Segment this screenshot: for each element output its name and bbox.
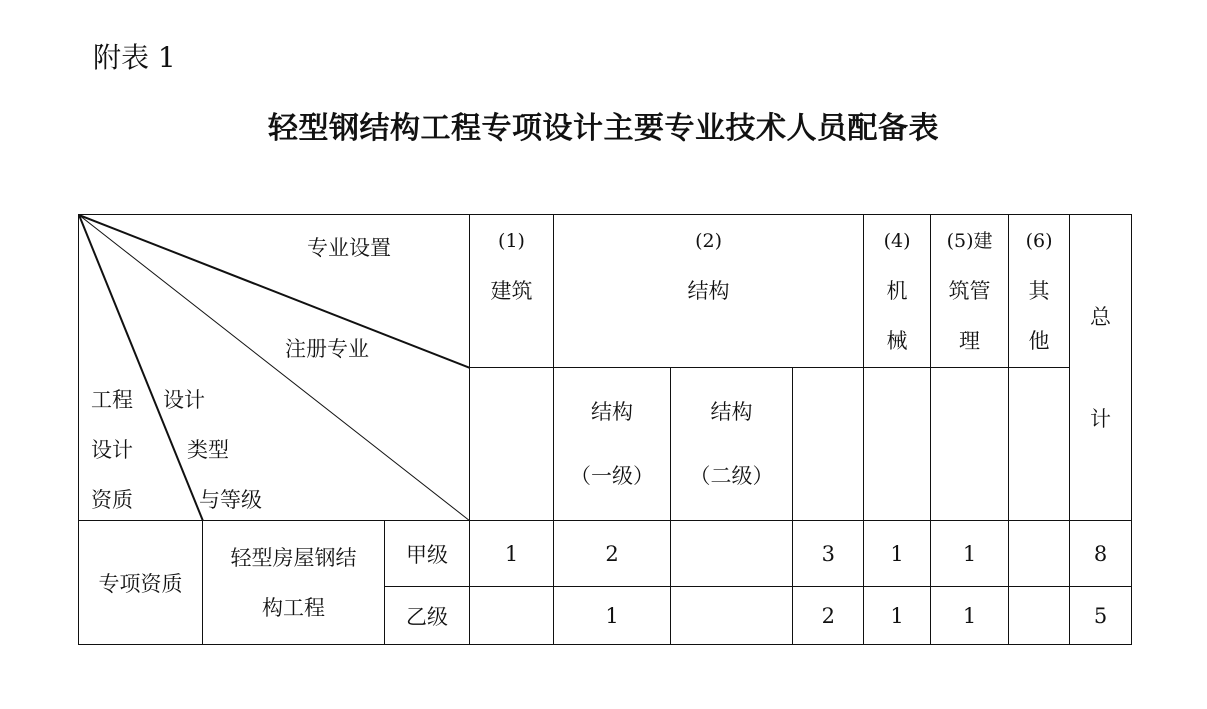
- col-label: 建筑: [490, 279, 533, 303]
- value-other: [1009, 521, 1070, 587]
- header-col-total: [1070, 215, 1132, 521]
- value-mechanical: 1: [864, 521, 931, 587]
- grade-cell: 乙级: [385, 587, 470, 645]
- col-index: (6): [1025, 230, 1053, 252]
- total-label-line1: 总: [1090, 304, 1112, 329]
- value-total: 5: [1070, 587, 1132, 645]
- corner-label-registered-specialty: 注册专业: [285, 337, 369, 361]
- value-structure-other: 3: [793, 521, 864, 587]
- value-structure-level1: 1: [554, 587, 671, 645]
- value-architecture: 1: [470, 521, 554, 587]
- corner-label-specialty-setting: 专业设置: [307, 236, 391, 260]
- value-construction-mgmt: 1: [931, 587, 1009, 645]
- staffing-table-sheet: [78, 214, 1131, 644]
- value-construction-mgmt: 1: [931, 521, 1009, 587]
- corner-label-engineering: 工程: [91, 388, 133, 412]
- col-index: (5)建: [946, 230, 993, 252]
- col-label-line1: 其: [1028, 279, 1050, 303]
- category-cell: [203, 521, 385, 645]
- value-architecture: [470, 587, 554, 645]
- col-label-line1: 筑管: [948, 279, 991, 303]
- subheader-construction-mgmt: [931, 368, 1009, 521]
- header-col-other: [1009, 215, 1070, 368]
- corner-label-qualification: 资质: [91, 488, 133, 512]
- subheader-other: [1009, 368, 1070, 521]
- col-label-line1: 机: [886, 279, 908, 303]
- total-label-line2: 计: [1090, 406, 1112, 431]
- col-label-line2: 他: [1028, 329, 1050, 353]
- value-total: 8: [1070, 521, 1132, 587]
- col-index: (2): [695, 230, 722, 252]
- value-mechanical: 1: [864, 587, 931, 645]
- diagonal-corner-cell: [79, 215, 470, 521]
- subheader-structure-level2: [671, 368, 793, 521]
- col-index: (4): [883, 230, 911, 252]
- value-structure-level2: [671, 521, 793, 587]
- subheader-structure-other: [793, 368, 864, 521]
- sub-label-line2: （二级）: [689, 464, 774, 488]
- value-structure-level2: [671, 587, 793, 645]
- header-col-structure: [554, 215, 864, 368]
- col-label-line2: 理: [959, 329, 981, 353]
- appendix-caption: 附表 1: [93, 41, 176, 74]
- header-col-architecture: [470, 215, 554, 368]
- sub-label-line2: （一级）: [570, 464, 655, 488]
- corner-label-design-type-1: 设计: [163, 388, 205, 412]
- corner-label-design: 设计: [91, 438, 133, 462]
- col-index: (1): [498, 230, 525, 252]
- subheader-architecture: [470, 368, 554, 521]
- category-line2: 构工程: [262, 595, 325, 620]
- header-col-construction-mgmt: [931, 215, 1009, 368]
- value-structure-other: 2: [793, 587, 864, 645]
- diagonal-lines: [79, 215, 470, 521]
- sub-label-line1: 结构: [710, 400, 753, 424]
- table-row: [79, 521, 1132, 587]
- col-label-line2: 械: [886, 329, 908, 353]
- table-title: 轻型钢结构工程专项设计主要专业技术人员配备表: [268, 111, 939, 146]
- subheader-mechanical: [864, 368, 931, 521]
- corner-label-design-type-3: 与等级: [199, 488, 262, 512]
- header-col-mechanical: [864, 215, 931, 368]
- value-structure-level1: 2: [554, 521, 671, 587]
- value-other: [1009, 587, 1070, 645]
- corner-label-design-type-2: 类型: [187, 438, 229, 462]
- grade-cell: 甲级: [385, 521, 470, 587]
- staffing-table: [78, 214, 1132, 645]
- category-line1: 轻型房屋钢结: [230, 545, 357, 570]
- subheader-structure-level1: [554, 368, 671, 521]
- qualification-cell: 专项资质: [79, 521, 203, 645]
- col-label: 结构: [687, 279, 730, 303]
- sub-label-line1: 结构: [591, 400, 634, 424]
